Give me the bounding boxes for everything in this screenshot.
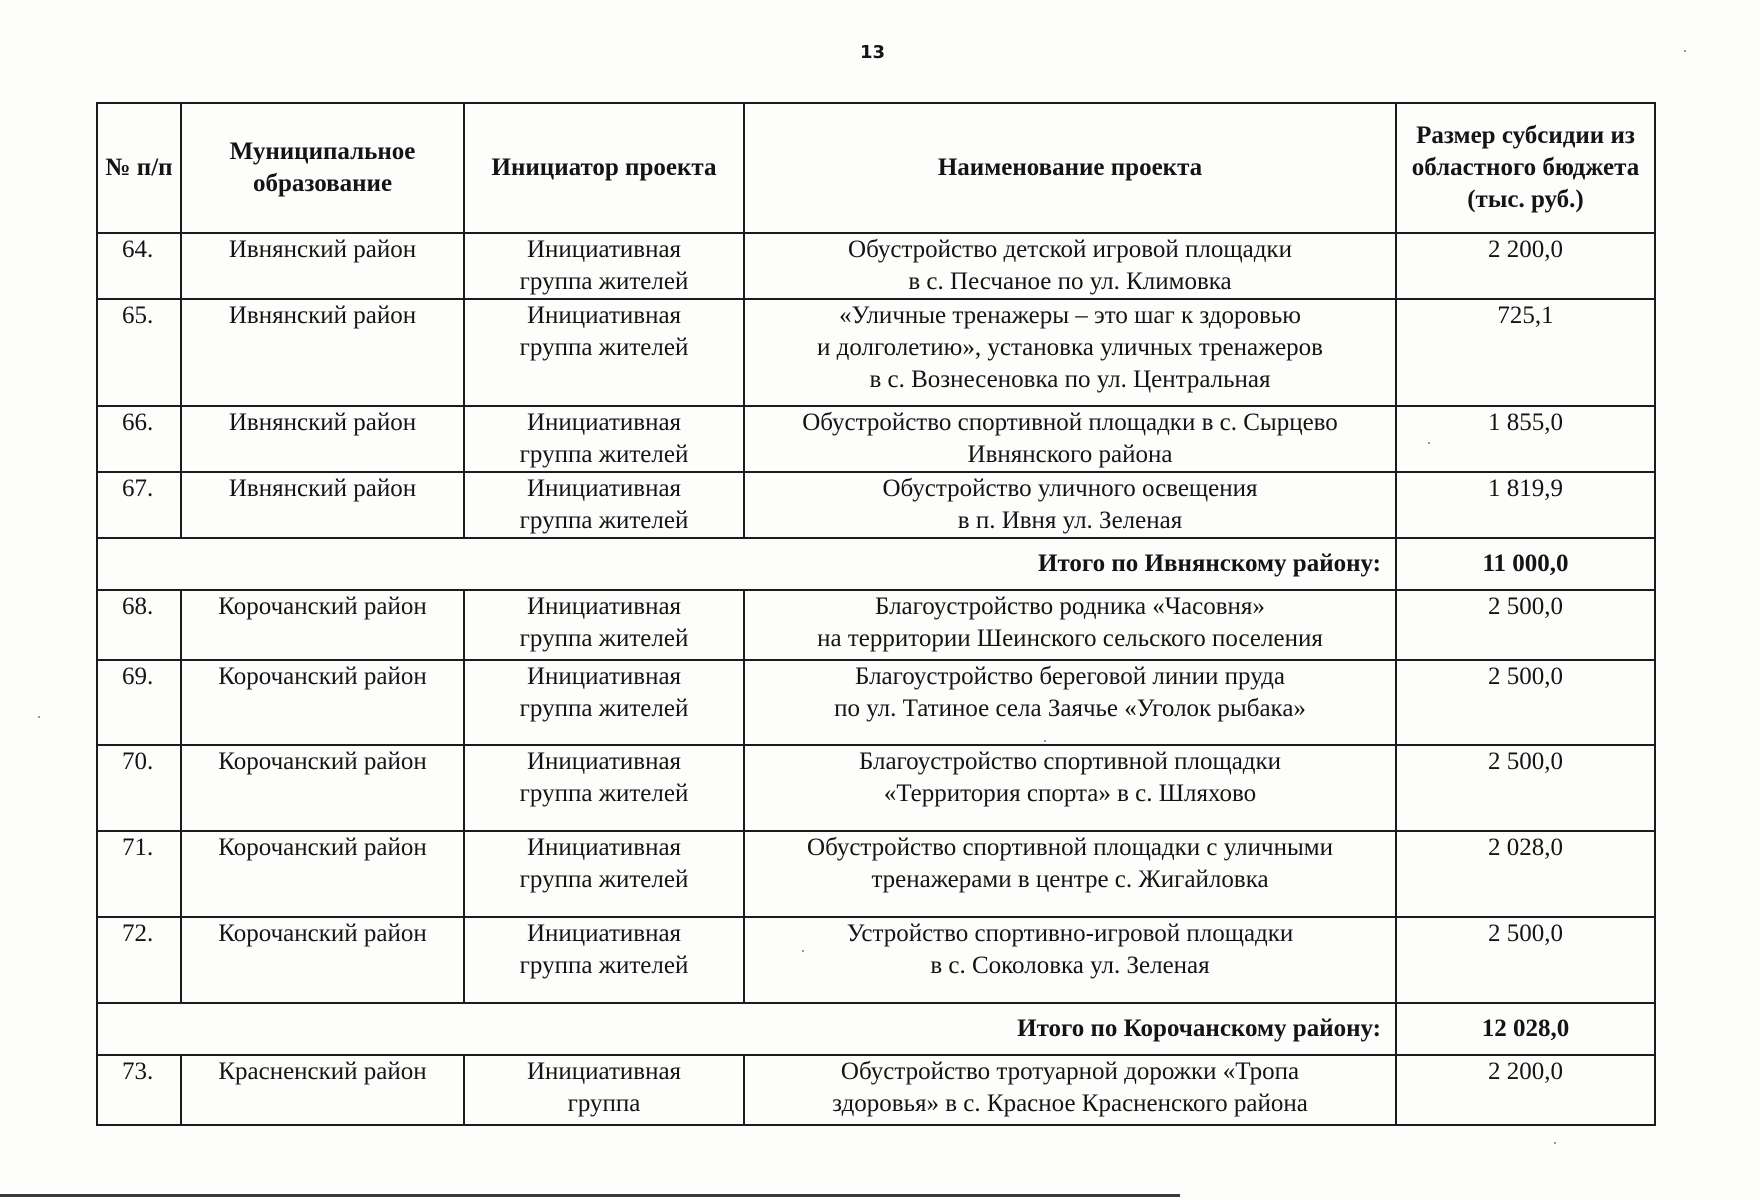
header-municipality: Муниципальное образование (181, 103, 464, 233)
scan-speck (1684, 50, 1686, 52)
row-project-name: Благоустройство береговой линии пруда по ул. Татиное села Заячье «Уголок рыбака» (744, 660, 1396, 745)
row-initiator: Инициативная группа жителей (464, 406, 744, 472)
row-municipality: Корочанский район (181, 917, 464, 1003)
table-row (97, 406, 1655, 472)
table-total-row (97, 538, 1655, 590)
row-subsidy-amount: 2 500,0 (1396, 590, 1655, 660)
table-body (97, 233, 1655, 1125)
table-row (97, 299, 1655, 406)
row-initiator: Инициативная группа жителей (464, 660, 744, 745)
row-subsidy-amount: 2 500,0 (1396, 917, 1655, 1003)
row-municipality: Корочанский район (181, 745, 464, 831)
header-initiator: Инициатор проекта (464, 103, 744, 233)
row-municipality: Ивнянский район (181, 233, 464, 299)
row-subsidy-amount: 2 200,0 (1396, 1055, 1655, 1125)
row-number: 72. (97, 917, 181, 1003)
scan-speck (1428, 442, 1430, 444)
row-project-name: Обустройство тротуарной дорожки «Тропа здоровья» в с. Красное Красненского района (744, 1055, 1396, 1125)
table-total-row (97, 1003, 1655, 1055)
table-row (97, 917, 1655, 1003)
row-number: 71. (97, 831, 181, 917)
row-subsidy-amount: 725,1 (1396, 299, 1655, 406)
row-municipality: Корочанский район (181, 590, 464, 660)
row-initiator: Инициативная группа жителей (464, 917, 744, 1003)
subsidy-table (96, 102, 1656, 1126)
total-amount: 12 028,0 (1396, 1003, 1655, 1055)
table-row (97, 233, 1655, 299)
row-number: 67. (97, 472, 181, 538)
total-label: Итого по Корочанскому району: (97, 1003, 1396, 1055)
row-municipality: Ивнянский район (181, 299, 464, 406)
row-subsidy-amount: 1 855,0 (1396, 406, 1655, 472)
row-municipality: Ивнянский район (181, 406, 464, 472)
table-row (97, 745, 1655, 831)
row-initiator: Инициативная группа жителей (464, 299, 744, 406)
table-row (97, 1055, 1655, 1125)
row-initiator: Инициативная группа жителей (464, 590, 744, 660)
total-amount: 11 000,0 (1396, 538, 1655, 590)
row-project-name: Обустройство уличного освещения в п. Ивня ул. Зеленая (744, 472, 1396, 538)
row-subsidy-amount: 2 500,0 (1396, 745, 1655, 831)
table-row (97, 590, 1655, 660)
row-number: 69. (97, 660, 181, 745)
row-project-name: Благоустройство родника «Часовня» на территории Шеинского сельского поселения (744, 590, 1396, 660)
row-subsidy-amount: 2 200,0 (1396, 233, 1655, 299)
scan-speck (802, 950, 804, 952)
row-municipality: Красненский район (181, 1055, 464, 1125)
row-subsidy-amount: 2 028,0 (1396, 831, 1655, 917)
row-number: 65. (97, 299, 181, 406)
header-subsidy-amount: Размер субсидии из областного бюджета (тыс. руб.) (1396, 103, 1655, 233)
row-project-name: Устройство спортивно-игровой площадки в с. Соколовка ул. Зеленая (744, 917, 1396, 1003)
table-row (97, 831, 1655, 917)
scan-speck (38, 716, 40, 718)
row-project-name: Обустройство спортивной площадки в с. Сырцево Ивнянского района (744, 406, 1396, 472)
header-project-name: Наименование проекта (744, 103, 1396, 233)
row-number: 68. (97, 590, 181, 660)
row-number: 73. (97, 1055, 181, 1125)
row-initiator: Инициативная группа жителей (464, 472, 744, 538)
row-number: 70. (97, 745, 181, 831)
total-label: Итого по Ивнянскому району: (97, 538, 1396, 590)
table-row (97, 472, 1655, 538)
row-project-name: Обустройство спортивной площадки с уличными тренажерами в центре с. Жигайловка (744, 831, 1396, 917)
row-municipality: Ивнянский район (181, 472, 464, 538)
scan-edge-line (0, 1194, 1180, 1197)
row-project-name: «Уличные тренажеры – это шаг к здоровью и долголетию», установка уличных тренажеров в с. Вознесеновка по ул. Центральная (744, 299, 1396, 406)
table-header-row (97, 103, 1655, 233)
row-initiator: Инициативная группа (464, 1055, 744, 1125)
scan-speck (1554, 1142, 1556, 1144)
row-municipality: Корочанский район (181, 831, 464, 917)
row-number: 66. (97, 406, 181, 472)
row-subsidy-amount: 2 500,0 (1396, 660, 1655, 745)
row-number: 64. (97, 233, 181, 299)
row-initiator: Инициативная группа жителей (464, 745, 744, 831)
row-initiator: Инициативная группа жителей (464, 233, 744, 299)
row-project-name: Обустройство детской игровой площадки в с. Песчаное по ул. Климовка (744, 233, 1396, 299)
page-number: 13 (859, 42, 886, 63)
header-number: № п/п (97, 103, 181, 233)
scan-speck (1044, 740, 1046, 742)
table-row (97, 660, 1655, 745)
row-subsidy-amount: 1 819,9 (1396, 472, 1655, 538)
row-project-name: Благоустройство спортивной площадки «Территория спорта» в с. Шляхово (744, 745, 1396, 831)
row-municipality: Корочанский район (181, 660, 464, 745)
row-initiator: Инициативная группа жителей (464, 831, 744, 917)
